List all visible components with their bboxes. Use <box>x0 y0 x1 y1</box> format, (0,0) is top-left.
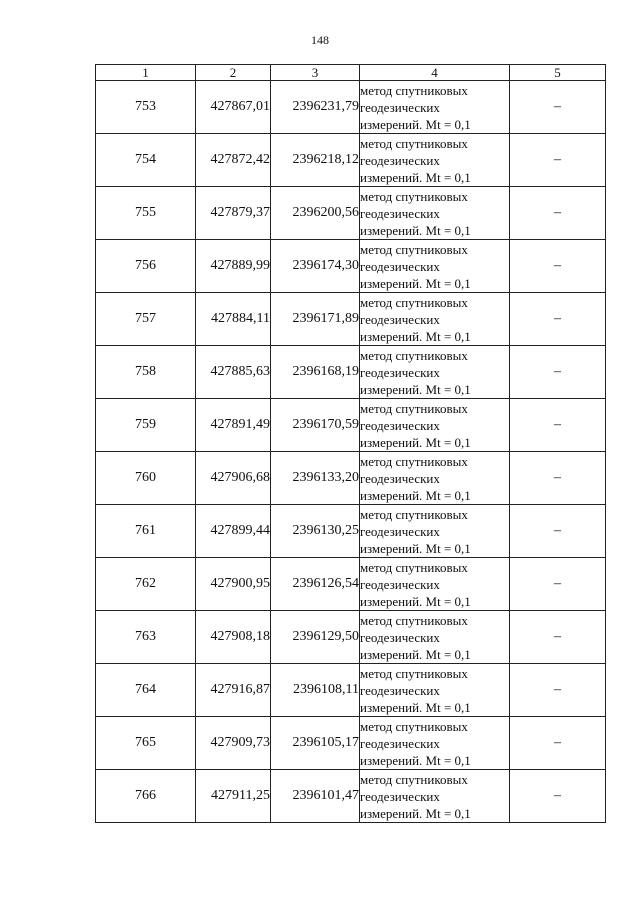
x-coordinate-cell: 427879,37 <box>196 187 271 240</box>
y-coordinate-cell: 2396105,17 <box>271 717 360 770</box>
method-cell <box>360 452 510 505</box>
note-cell: – <box>510 240 606 293</box>
x-coordinate-cell: 427891,49 <box>196 399 271 452</box>
point-number-cell: 754 <box>96 134 196 187</box>
method-line: измерений. Mt = 0,1 <box>360 487 471 503</box>
table-row <box>96 770 606 823</box>
method-line: геодезических <box>360 735 440 751</box>
y-coordinate-cell: 2396133,20 <box>271 452 360 505</box>
note-cell: – <box>510 770 606 823</box>
y-coordinate-cell: 2396126,54 <box>271 558 360 611</box>
method-line: геодезических <box>360 470 440 486</box>
point-number-cell: 765 <box>96 717 196 770</box>
method-line: измерений. Mt = 0,1 <box>360 275 471 291</box>
x-coordinate-cell: 427889,99 <box>196 240 271 293</box>
x-coordinate-cell: 427900,95 <box>196 558 271 611</box>
method-line: измерений. Mt = 0,1 <box>360 328 471 344</box>
y-coordinate-cell: 2396174,30 <box>271 240 360 293</box>
method-line: измерений. Mt = 0,1 <box>360 593 471 609</box>
column-header-3: 3 <box>271 65 360 81</box>
method-line: метод спутниковых <box>360 718 468 734</box>
column-header-5: 5 <box>510 65 606 81</box>
method-line: метод спутниковых <box>360 135 468 151</box>
table-row <box>96 558 606 611</box>
note-cell: – <box>510 611 606 664</box>
y-coordinate-cell: 2396168,19 <box>271 346 360 399</box>
method-line: метод спутниковых <box>360 612 468 628</box>
table-row <box>96 81 606 134</box>
method-line: геодезических <box>360 152 440 168</box>
table-header-row <box>96 65 606 81</box>
method-line: измерений. Mt = 0,1 <box>360 381 471 397</box>
x-coordinate-cell: 427908,18 <box>196 611 271 664</box>
method-cell <box>360 505 510 558</box>
method-line: метод спутниковых <box>360 771 468 787</box>
method-line: геодезических <box>360 629 440 645</box>
method-line: измерений. Mt = 0,1 <box>360 805 471 821</box>
point-number-cell: 758 <box>96 346 196 399</box>
method-line: метод спутниковых <box>360 453 468 469</box>
point-number-cell: 757 <box>96 293 196 346</box>
method-cell <box>360 293 510 346</box>
note-cell: – <box>510 134 606 187</box>
method-cell <box>360 611 510 664</box>
method-line: геодезических <box>360 523 440 539</box>
note-cell: – <box>510 293 606 346</box>
table-row <box>96 717 606 770</box>
method-line: метод спутниковых <box>360 347 468 363</box>
point-number-cell: 760 <box>96 452 196 505</box>
method-cell <box>360 770 510 823</box>
method-line: измерений. Mt = 0,1 <box>360 222 471 238</box>
table-row <box>96 399 606 452</box>
method-line: геодезических <box>360 364 440 380</box>
page-number: 148 <box>311 33 329 47</box>
method-line: геодезических <box>360 417 440 433</box>
note-cell: – <box>510 558 606 611</box>
table-body <box>96 81 606 823</box>
y-coordinate-cell: 2396171,89 <box>271 293 360 346</box>
note-cell: – <box>510 505 606 558</box>
method-line: измерений. Mt = 0,1 <box>360 646 471 662</box>
point-number-cell: 761 <box>96 505 196 558</box>
method-cell <box>360 187 510 240</box>
y-coordinate-cell: 2396218,12 <box>271 134 360 187</box>
x-coordinate-cell: 427872,42 <box>196 134 271 187</box>
point-number-cell: 762 <box>96 558 196 611</box>
method-line: метод спутниковых <box>360 188 468 204</box>
table-row <box>96 664 606 717</box>
column-header-1: 1 <box>96 65 196 81</box>
method-cell <box>360 240 510 293</box>
point-number-cell: 763 <box>96 611 196 664</box>
note-cell: – <box>510 346 606 399</box>
table-row <box>96 134 606 187</box>
table-row <box>96 293 606 346</box>
x-coordinate-cell: 427885,63 <box>196 346 271 399</box>
method-line: метод спутниковых <box>360 400 468 416</box>
table-row <box>96 187 606 240</box>
point-number-cell: 753 <box>96 81 196 134</box>
table-row <box>96 346 606 399</box>
y-coordinate-cell: 2396130,25 <box>271 505 360 558</box>
method-line: метод спутниковых <box>360 294 468 310</box>
method-line: геодезических <box>360 205 440 221</box>
x-coordinate-cell: 427899,44 <box>196 505 271 558</box>
column-header-2: 2 <box>196 65 271 81</box>
method-line: измерений. Mt = 0,1 <box>360 699 471 715</box>
table-row <box>96 611 606 664</box>
x-coordinate-cell: 427909,73 <box>196 717 271 770</box>
x-coordinate-cell: 427916,87 <box>196 664 271 717</box>
method-line: геодезических <box>360 99 440 115</box>
method-line: измерений. Mt = 0,1 <box>360 434 471 450</box>
y-coordinate-cell: 2396200,56 <box>271 187 360 240</box>
note-cell: – <box>510 452 606 505</box>
table-row <box>96 240 606 293</box>
method-line: геодезических <box>360 258 440 274</box>
method-cell <box>360 399 510 452</box>
method-line: измерений. Mt = 0,1 <box>360 169 471 185</box>
method-line: метод спутниковых <box>360 665 468 681</box>
method-line: геодезических <box>360 311 440 327</box>
y-coordinate-cell: 2396129,50 <box>271 611 360 664</box>
method-line: метод спутниковых <box>360 506 468 522</box>
note-cell: – <box>510 399 606 452</box>
column-header-4: 4 <box>360 65 510 81</box>
method-cell <box>360 717 510 770</box>
method-line: измерений. Mt = 0,1 <box>360 752 471 768</box>
point-number-cell: 759 <box>96 399 196 452</box>
coordinates-table <box>95 64 606 823</box>
method-line: метод спутниковых <box>360 241 468 257</box>
method-line: измерений. Mt = 0,1 <box>360 540 471 556</box>
point-number-cell: 756 <box>96 240 196 293</box>
point-number-cell: 764 <box>96 664 196 717</box>
x-coordinate-cell: 427911,25 <box>196 770 271 823</box>
table-row <box>96 452 606 505</box>
x-coordinate-cell: 427884,11 <box>196 293 271 346</box>
method-line: метод спутниковых <box>360 559 468 575</box>
method-line: метод спутниковых <box>360 82 468 98</box>
x-coordinate-cell: 427906,68 <box>196 452 271 505</box>
point-number-cell: 766 <box>96 770 196 823</box>
method-cell <box>360 558 510 611</box>
table-row <box>96 505 606 558</box>
point-number-cell: 755 <box>96 187 196 240</box>
method-cell <box>360 134 510 187</box>
method-line: геодезических <box>360 576 440 592</box>
method-cell <box>360 664 510 717</box>
method-line: геодезических <box>360 788 440 804</box>
method-cell <box>360 81 510 134</box>
note-cell: – <box>510 187 606 240</box>
method-line: геодезических <box>360 682 440 698</box>
y-coordinate-cell: 2396170,59 <box>271 399 360 452</box>
y-coordinate-cell: 2396108,11 <box>271 664 360 717</box>
note-cell: – <box>510 664 606 717</box>
y-coordinate-cell: 2396101,47 <box>271 770 360 823</box>
method-line: измерений. Mt = 0,1 <box>360 116 471 132</box>
note-cell: – <box>510 717 606 770</box>
y-coordinate-cell: 2396231,79 <box>271 81 360 134</box>
method-cell <box>360 346 510 399</box>
note-cell: – <box>510 81 606 134</box>
x-coordinate-cell: 427867,01 <box>196 81 271 134</box>
